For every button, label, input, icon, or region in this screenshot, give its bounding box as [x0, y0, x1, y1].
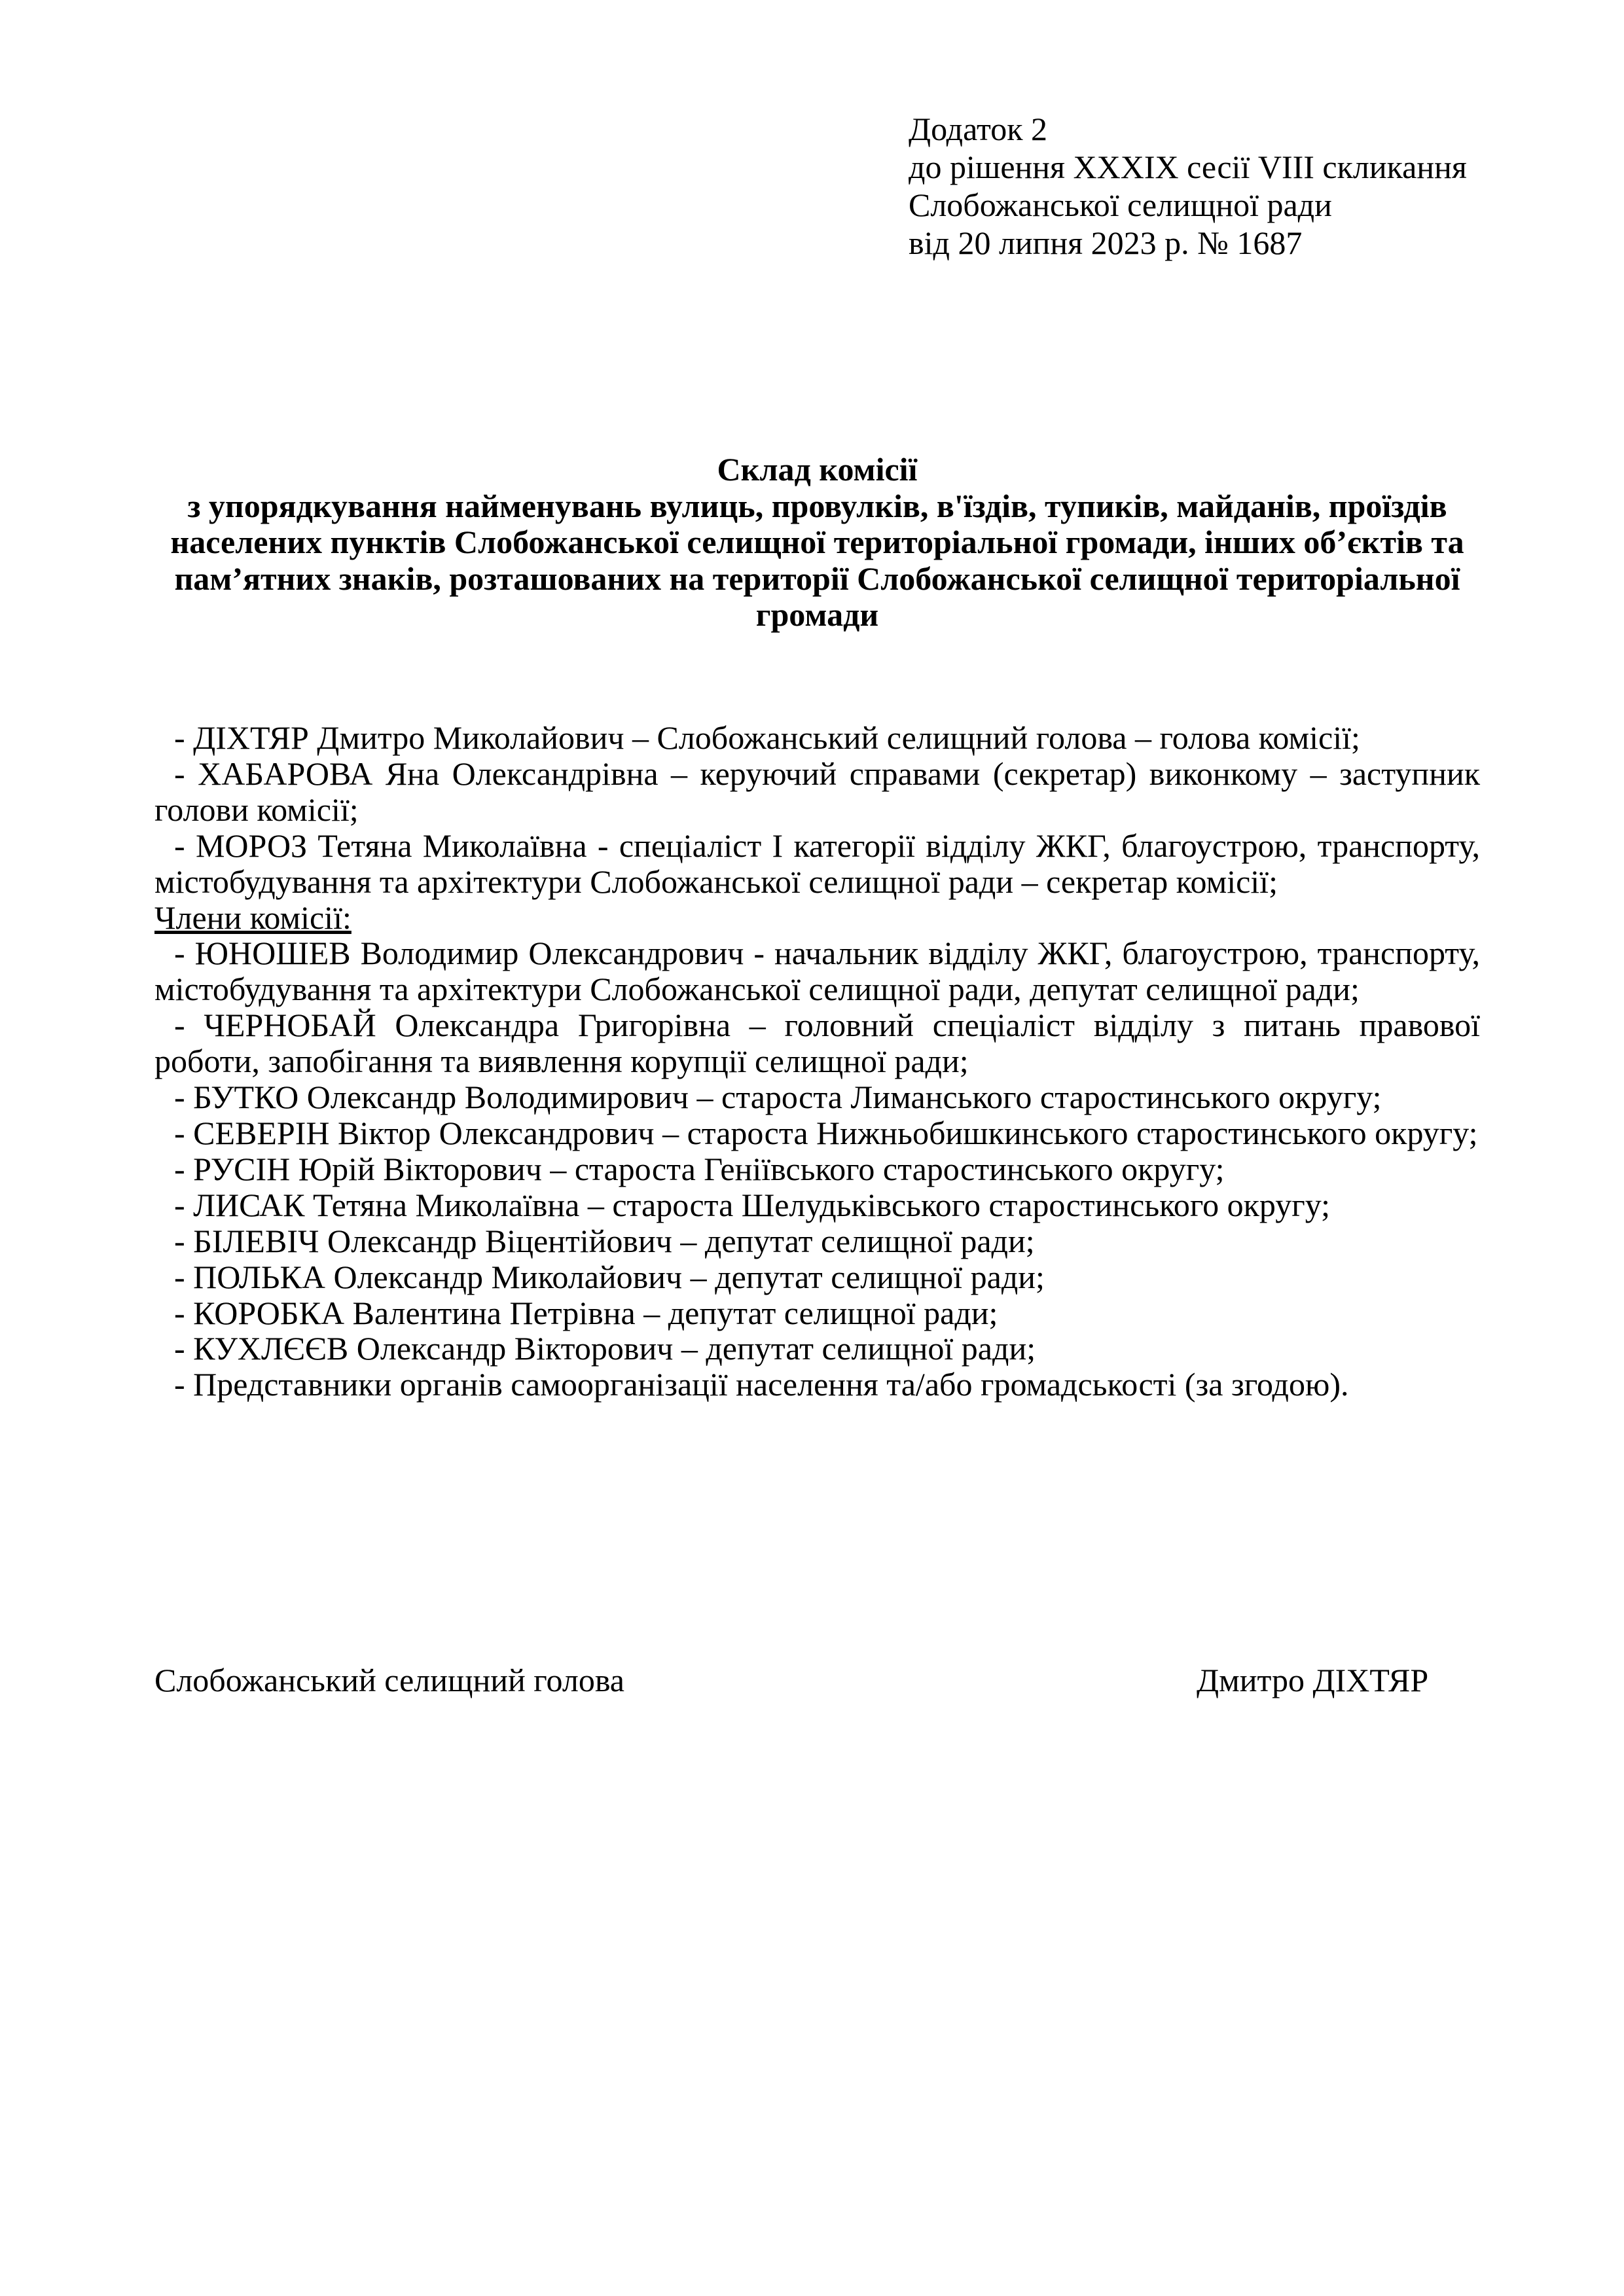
- addendum-header: [909, 110, 1467, 262]
- decision-reference: до рішення XXXIX сесії VIII скликання: [909, 149, 1467, 185]
- list-item: - КОРОБКА Валентина Петрівна – депутат селищної ради;: [174, 1294, 998, 1331]
- list-item: - БІЛЕВІЧ Олександр Віцентійович – депутат селищної ради;: [174, 1222, 1035, 1259]
- list-item: - РУСІН Юрій Вікторович – староста Геніївського старостинського округу;: [174, 1150, 1225, 1187]
- list-item: - КУХЛЄЄВ Олександр Вікторович – депутат селищної ради;: [174, 1330, 1036, 1367]
- list-item: - ХАБАРОВА Яна Олександрівна – керуючий справами (секретар) виконкому – заступник голови комісії;: [154, 755, 1480, 828]
- signature-position: Слобожанський селищний голова: [154, 1662, 624, 1698]
- members-label: Члени комісії:: [154, 899, 352, 936]
- list-item: - ЮНОШЕВ Володимир Олександрович - начальник відділу ЖКГ, благоустрою, транспорту, містобудування та архітектури Слобожанської селищної ради, депутат селищної ради;: [154, 935, 1480, 1008]
- list-item: - ЛИСАК Тетяна Миколаївна – староста Шелудьківського старостинського округу;: [174, 1186, 1331, 1223]
- title-heading: Склад комісії: [717, 451, 918, 488]
- list-item: - ПОЛЬКА Олександр Миколайович – депутат селищної ради;: [174, 1258, 1045, 1295]
- council-name: Слобожанської селищної ради: [909, 187, 1332, 223]
- decision-date: від 20 липня 2023 р. № 1687: [909, 224, 1303, 261]
- list-item: - СЕВЕРІН Віктор Олександрович – староста Нижньобишкинського старостинського округу;: [174, 1114, 1478, 1151]
- addendum-number: Додаток 2: [909, 111, 1047, 147]
- title-subtitle: з упорядкування найменувань вулиць, провулків, в'їздів, тупиків, майданів, проїздів населених пунктів Слобожанської селищної територіальної громади, інших об’єктів та пам’ятних знаків, розташованих на території Слобожанської селищної територіальної громади: [170, 487, 1464, 633]
- document-title: [154, 452, 1480, 634]
- list-item: - БУТКО Олександр Володимирович – староста Лиманського старостинського округу;: [174, 1079, 1382, 1116]
- commission-list: [154, 720, 1480, 1403]
- list-item: - ЧЕРНОБАЙ Олександра Григорівна – головний спеціаліст відділу з питань правової роботи, запобігання та виявлення корупції селищної ради;: [154, 1007, 1480, 1080]
- list-item: - ДІХТЯР Дмитро Миколайович – Слобожанський селищний голова – голова комісії;: [174, 719, 1360, 756]
- signature-name: Дмитро ДІХТЯР: [1197, 1662, 1429, 1698]
- list-item: - МОРОЗ Тетяна Миколаївна - спеціаліст I категорії відділу ЖКГ, благоустрою, транспорту, містобудування та архітектури Слобожанської селищної ради – секретар комісії;: [154, 827, 1480, 900]
- list-item: - Представники органів самоорганізації населення та/або громадськості (за згодою).: [174, 1366, 1349, 1403]
